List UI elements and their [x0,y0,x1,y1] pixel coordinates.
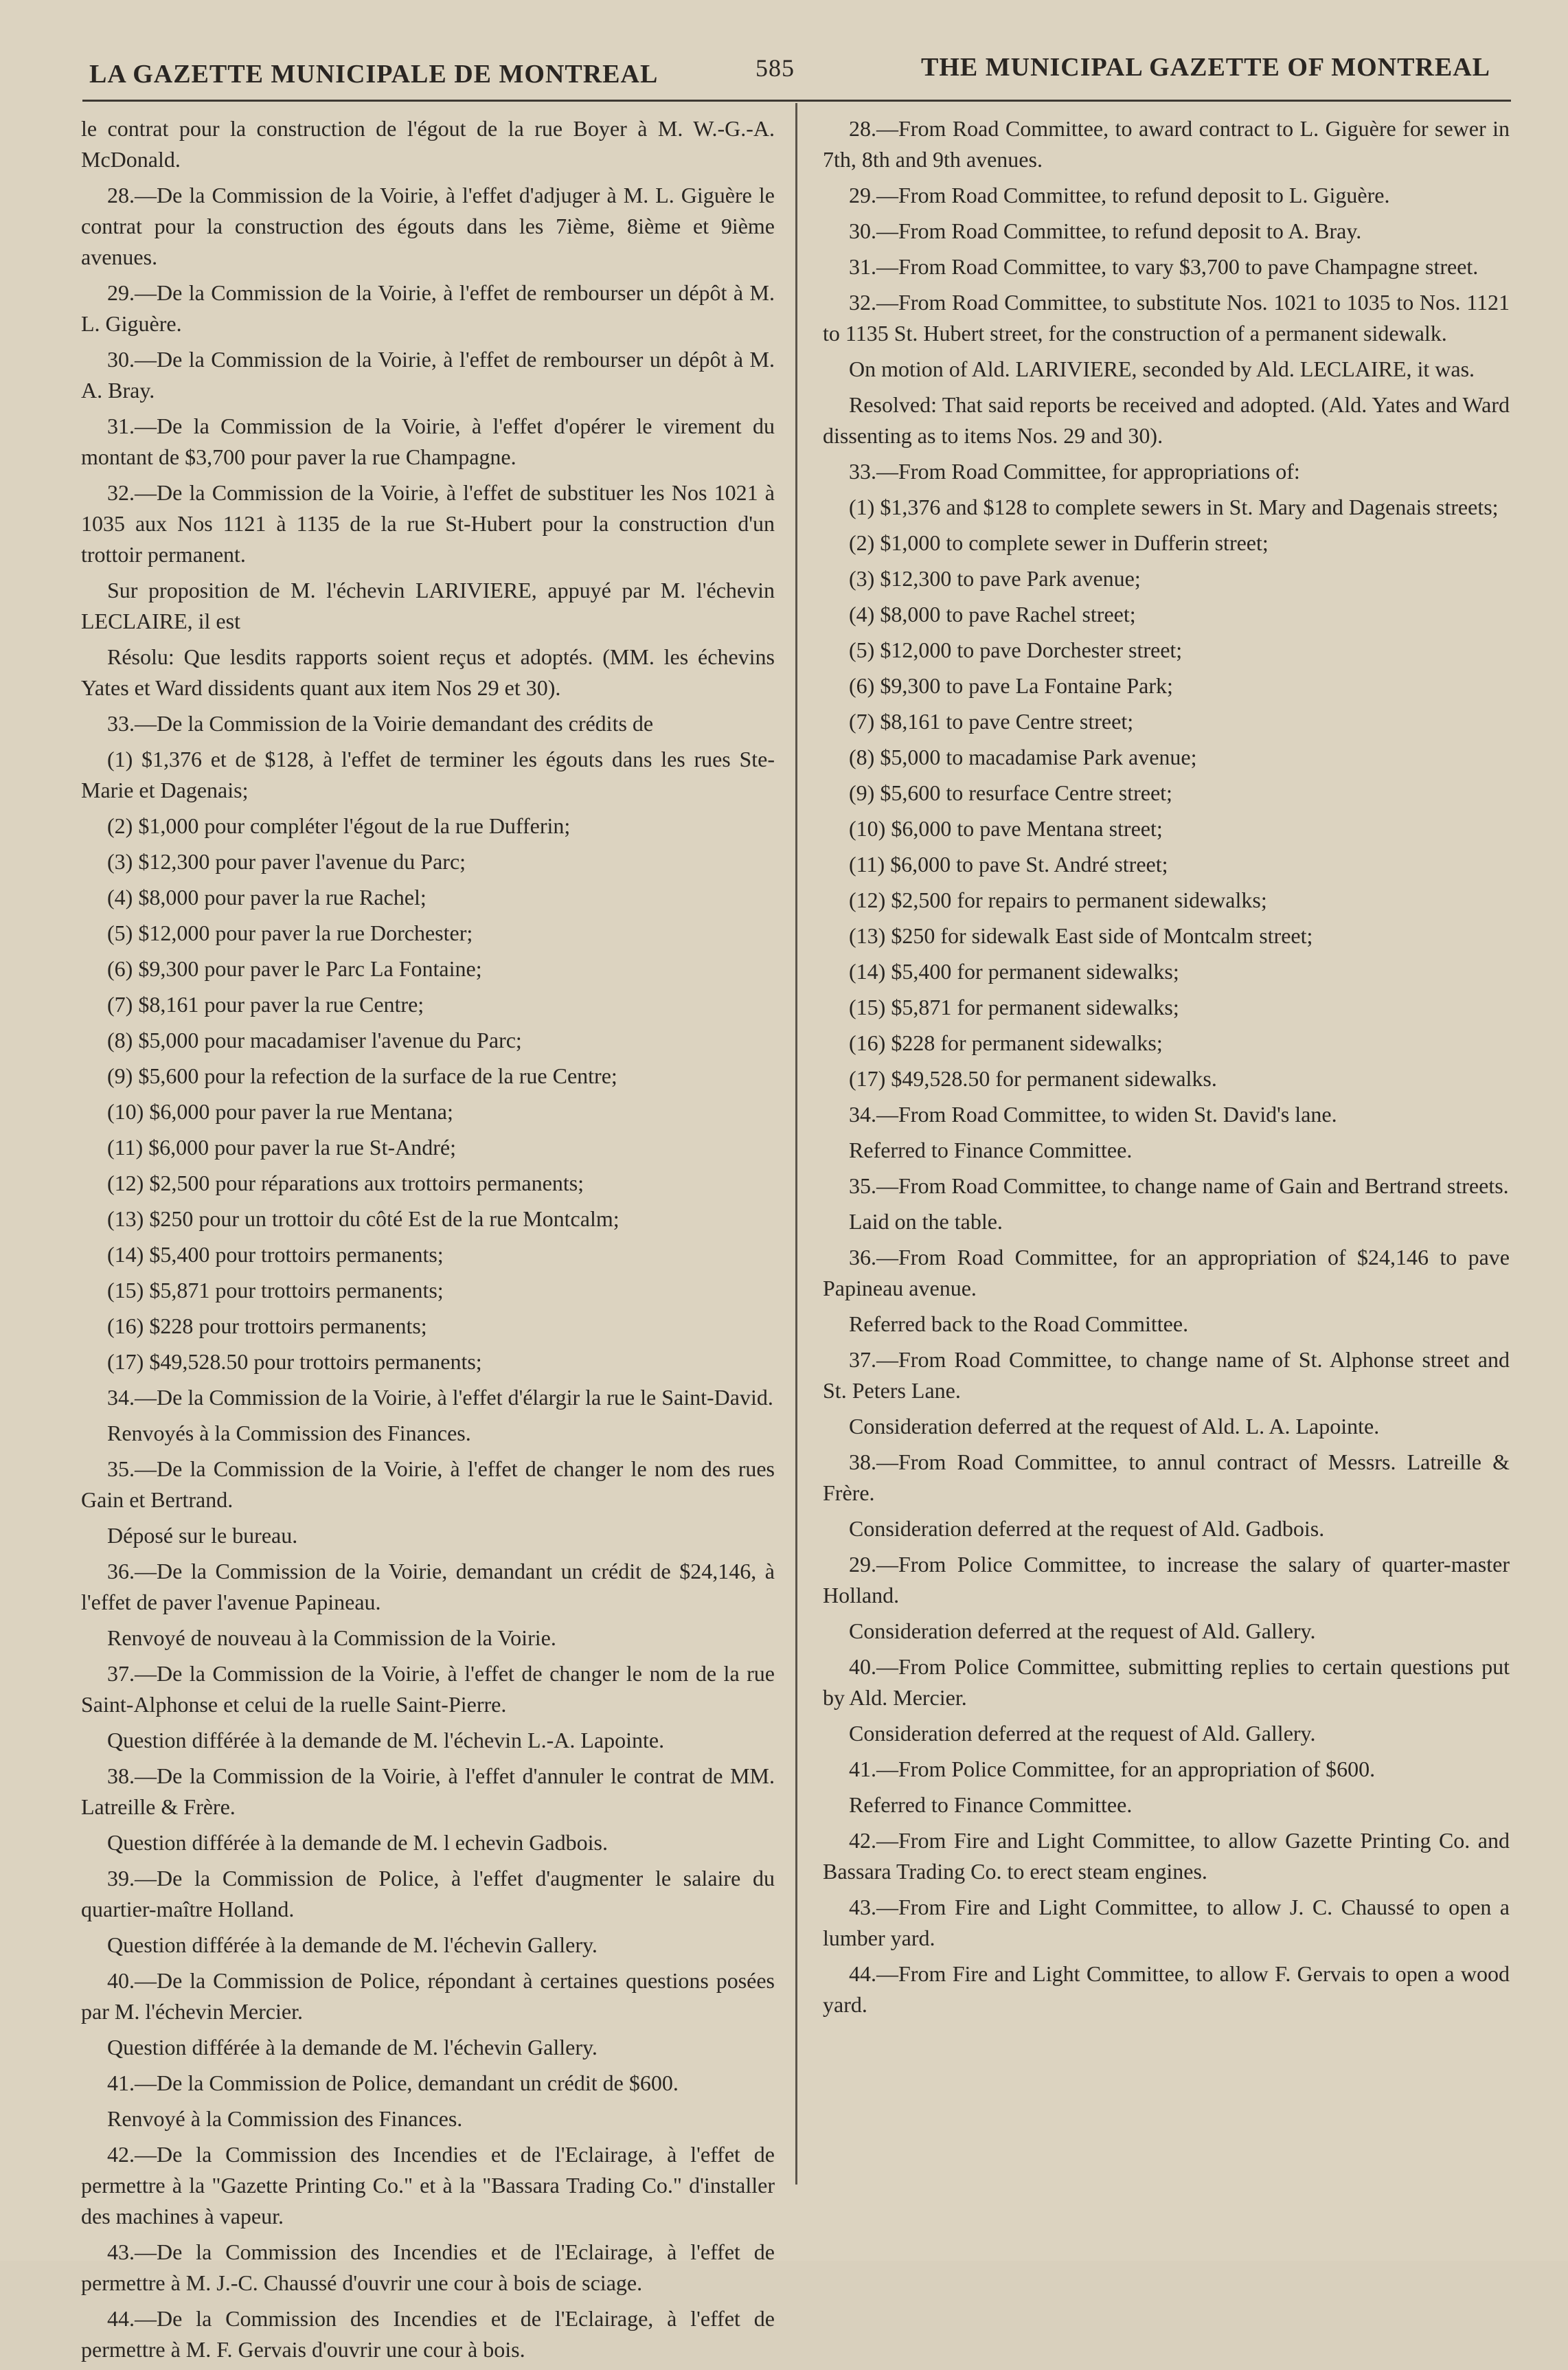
french-paragraph: (17) $49,528.50 pour trottoirs permanents; [107,1349,482,1374]
french-paragraph: (7) $8,161 pour paver la rue Centre; [107,992,424,1017]
french-paragraph: Question différée à la demande de M. l echevin Gadbois. [107,1830,608,1855]
english-paragraph: (1) $1,376 and $128 to complete sewers in St. Mary and Dagenais streets; [849,495,1499,519]
english-paragraph: (8) $5,000 to macadamise Park avenue; [849,745,1197,769]
english-paragraph: (12) $2,500 for repairs to permanent sidewalks; [849,888,1267,912]
french-paragraph: 30.—De la Commission de la Voirie, à l'effet de rembourser un dépôt à M. A. Bray. [81,347,775,403]
french-paragraph: (1) $1,376 et de $128, à l'effet de terminer les égouts dans les rues Ste-Marie et Dagenais; [81,747,775,802]
english-paragraph: (13) $250 for sidewalk East side of Montcalm street; [849,923,1313,948]
english-paragraph: 31.—From Road Committee, to vary $3,700 to pave Champagne street. [849,254,1479,279]
english-paragraph: (11) $6,000 to pave St. André street; [849,852,1168,877]
header-french-title: LA GAZETTE MUNICIPALE DE MONTREAL [89,60,659,89]
french-paragraph: (14) $5,400 pour trottoirs permanents; [107,1242,444,1267]
english-paragraph: 35.—From Road Committee, to change name of Gain and Bertrand streets. [849,1173,1509,1198]
french-paragraph: 38.—De la Commission de la Voirie, à l'effet d'annuler le contrat de MM. Latreille & Frère. [81,1763,775,1819]
french-paragraph: 28.—De la Commission de la Voirie, à l'effet d'adjuger à M. L. Giguère le contrat pour la construction des égouts dans les 7ième, 8ième et 9ième avenues. [81,183,775,269]
french-paragraph: Sur proposition de M. l'échevin LARIVIERE, appuyé par M. l'échevin LECLAIRE, il est [81,578,775,633]
french-paragraph: 33.—De la Commission de la Voirie demandant des crédits de [107,711,654,736]
english-paragraph: Referred to Finance Committee. [849,1138,1133,1162]
english-paragraph: 29.—From Police Committee, to increase the salary of quarter-master Holland. [823,1552,1510,1607]
english-paragraph: Consideration deferred at the request of Ald. L. A. Lapointe. [849,1414,1380,1438]
french-paragraph: 42.—De la Commission des Incendies et de l'Eclairage, à l'effet de permettre à la "Gazette Printing Co." et à la "Bassara Trading Co." d'installer des machines à vapeur. [81,2142,775,2228]
french-paragraph: (16) $228 pour trottoirs permanents; [107,1313,427,1338]
page-header [89,49,1490,98]
french-paragraph: 31.—De la Commission de la Voirie, à l'effet d'opérer le virement du montant de $3,700 pour paver la rue Champagne. [81,414,775,469]
english-paragraph: Consideration deferred at the request of Ald. Gallery. [849,1721,1316,1746]
english-column [823,113,1510,2025]
french-paragraph: 40.—De la Commission de Police, répondant à certaines questions posées par M. l'échevin Mercier. [81,1968,775,2024]
page-number: 585 [755,54,795,82]
french-paragraph: (5) $12,000 pour paver la rue Dorchester; [107,921,473,945]
french-paragraph: 35.—De la Commission de la Voirie, à l'effet de changer le nom des rues Gain et Bertrand. [81,1456,775,1512]
french-paragraph: Question différée à la demande de M. l'échevin Gallery. [107,1932,598,1957]
english-paragraph: (4) $8,000 to pave Rachel street; [849,602,1136,627]
french-paragraph: 39.—De la Commission de Police, à l'effet d'augmenter le salaire du quartier-maître Holland. [81,1866,775,1921]
english-paragraph: 36.—From Road Committee, for an appropriation of $24,146 to pave Papineau avenue. [823,1245,1510,1300]
english-paragraph: Referred to Finance Committee. [849,1792,1133,1817]
french-paragraph: (2) $1,000 pour compléter l'égout de la rue Dufferin; [107,813,571,838]
english-paragraph: Consideration deferred at the request of Ald. Gallery. [849,1618,1316,1643]
french-paragraph: 32.—De la Commission de la Voirie, à l'effet de substituer les Nos 1021 à 1035 aux Nos 1121 à 1135 de la rue St-Hubert pour la construction d'un trottoir permanent. [81,480,775,567]
french-column [81,113,775,2370]
english-paragraph: (5) $12,000 to pave Dorchester street; [849,637,1183,662]
french-paragraph: (9) $5,600 pour la refection de la surface de la rue Centre; [107,1063,617,1088]
english-paragraph: (6) $9,300 to pave La Fontaine Park; [849,673,1173,698]
french-paragraph: Renvoyé à la Commission des Finances. [107,2106,463,2131]
english-paragraph: (2) $1,000 to complete sewer in Dufferin street; [849,530,1269,555]
english-paragraph: (3) $12,300 to pave Park avenue; [849,566,1141,591]
english-paragraph: 42.—From Fire and Light Committee, to allow Gazette Printing Co. and Bassara Trading Co. to erect steam engines. [823,1828,1510,1884]
french-paragraph: (8) $5,000 pour macadamiser l'avenue du Parc; [107,1028,522,1052]
french-paragraph: Question différée à la demande de M. l'échevin Gallery. [107,2035,598,2059]
french-paragraph: Renvoyé de nouveau à la Commission de la Voirie. [107,1625,556,1650]
french-paragraph: (10) $6,000 pour paver la rue Mentana; [107,1099,453,1124]
french-paragraph: (12) $2,500 pour réparations aux trottoirs permanents; [107,1171,584,1195]
english-paragraph: On motion of Ald. LARIVIERE, seconded by Ald. LECLAIRE, it was. [849,357,1475,381]
french-paragraph: (6) $9,300 pour paver le Parc La Fontaine; [107,956,482,981]
english-paragraph: 43.—From Fire and Light Committee, to allow J. C. Chaussé to open a lumber yard. [823,1895,1510,1950]
english-paragraph: Consideration deferred at the request of Ald. Gadbois. [849,1516,1325,1541]
english-paragraph: 28.—From Road Committee, to award contract to L. Giguère for sewer in 7th, 8th and 9th avenues. [823,116,1510,172]
english-paragraph: (9) $5,600 to resurface Centre street; [849,780,1172,805]
english-paragraph: (17) $49,528.50 for permanent sidewalks. [849,1066,1217,1091]
french-paragraph: (3) $12,300 pour paver l'avenue du Parc; [107,849,466,874]
french-paragraph: Renvoyés à la Commission des Finances. [107,1421,471,1445]
french-paragraph: 41.—De la Commission de Police, demandant un crédit de $600. [107,2070,679,2095]
french-paragraph: (4) $8,000 pour paver la rue Rachel; [107,885,427,910]
header-rule [82,100,1511,102]
english-paragraph: 40.—From Police Committee, submitting replies to certain questions put by Ald. Mercier. [823,1654,1510,1710]
french-paragraph: 36.—De la Commission de la Voirie, demandant un crédit de $24,146, à l'effet de paver l'avenue Papineau. [81,1559,775,1614]
english-paragraph: 29.—From Road Committee, to refund deposit to L. Giguère. [849,183,1390,207]
column-divider [795,103,797,2185]
english-paragraph: (14) $5,400 for permanent sidewalks; [849,959,1179,984]
french-paragraph: 34.—De la Commission de la Voirie, à l'effet d'élargir la rue le Saint-David. [107,1385,773,1410]
french-paragraph: 37.—De la Commission de la Voirie, à l'effet de changer le nom de la rue Saint-Alphonse et celui de la ruelle Saint-Pierre. [81,1661,775,1717]
french-paragraph: (11) $6,000 pour paver la rue St-André; [107,1135,456,1160]
french-paragraph: Question différée à la demande de M. l'échevin L.-A. Lapointe. [107,1728,665,1752]
english-paragraph: 32.—From Road Committee, to substitute Nos. 1021 to 1035 to Nos. 1121 to 1135 St. Hubert street, for the construction of a permanent sidewalk. [823,290,1510,346]
french-paragraph: 44.—De la Commission des Incendies et de l'Eclairage, à l'effet de permettre à M. F. Gervais d'ouvrir une cour à bois. [81,2306,775,2362]
english-paragraph: Resolved: That said reports be received and adopted. (Ald. Yates and Ward dissenting as to items Nos. 29 and 30). [823,392,1510,448]
french-paragraph: (13) $250 pour un trottoir du côté Est de la rue Montcalm; [107,1206,620,1231]
english-paragraph: (10) $6,000 to pave Mentana street; [849,816,1163,841]
english-paragraph: (7) $8,161 to pave Centre street; [849,709,1134,734]
french-paragraph: le contrat pour la construction de l'égout de la rue Boyer à M. W.-G.-A. McDonald. [81,116,775,172]
english-paragraph: Referred back to the Road Committee. [849,1311,1189,1336]
french-paragraph: 29.—De la Commission de la Voirie, à l'effet de rembourser un dépôt à M. L. Giguère. [81,280,775,336]
french-paragraph: Déposé sur le bureau. [107,1523,298,1548]
english-paragraph: 38.—From Road Committee, to annul contract of Messrs. Latreille & Frère. [823,1449,1510,1505]
english-paragraph: (16) $228 for permanent sidewalks; [849,1030,1163,1055]
english-paragraph: 34.—From Road Committee, to widen St. David's lane. [849,1102,1337,1127]
french-paragraph: 43.—De la Commission des Incendies et de l'Eclairage, à l'effet de permettre à M. J.-C. Chaussé d'ouvrir une cour à bois de sciage. [81,2239,775,2295]
header-english-title: THE MUNICIPAL GAZETTE OF MONTREAL [921,53,1490,82]
french-paragraph: (15) $5,871 pour trottoirs permanents; [107,1278,444,1302]
english-paragraph: (15) $5,871 for permanent sidewalks; [849,995,1179,1019]
english-paragraph: 30.—From Road Committee, to refund deposit to A. Bray. [849,218,1362,243]
english-paragraph: 44.—From Fire and Light Committee, to allow F. Gervais to open a wood yard. [823,1961,1510,2017]
french-paragraph: Résolu: Que lesdits rapports soient reçus et adoptés. (MM. les échevins Yates et Ward dissidents quant aux item Nos 29 et 30). [81,644,775,700]
english-paragraph: 37.—From Road Committee, to change name of St. Alphonse street and St. Peters Lane. [823,1347,1510,1403]
english-paragraph: 33.—From Road Committee, for appropriations of: [849,459,1300,484]
english-paragraph: 41.—From Police Committee, for an appropriation of $600. [849,1757,1376,1781]
english-paragraph: Laid on the table. [849,1209,1003,1234]
